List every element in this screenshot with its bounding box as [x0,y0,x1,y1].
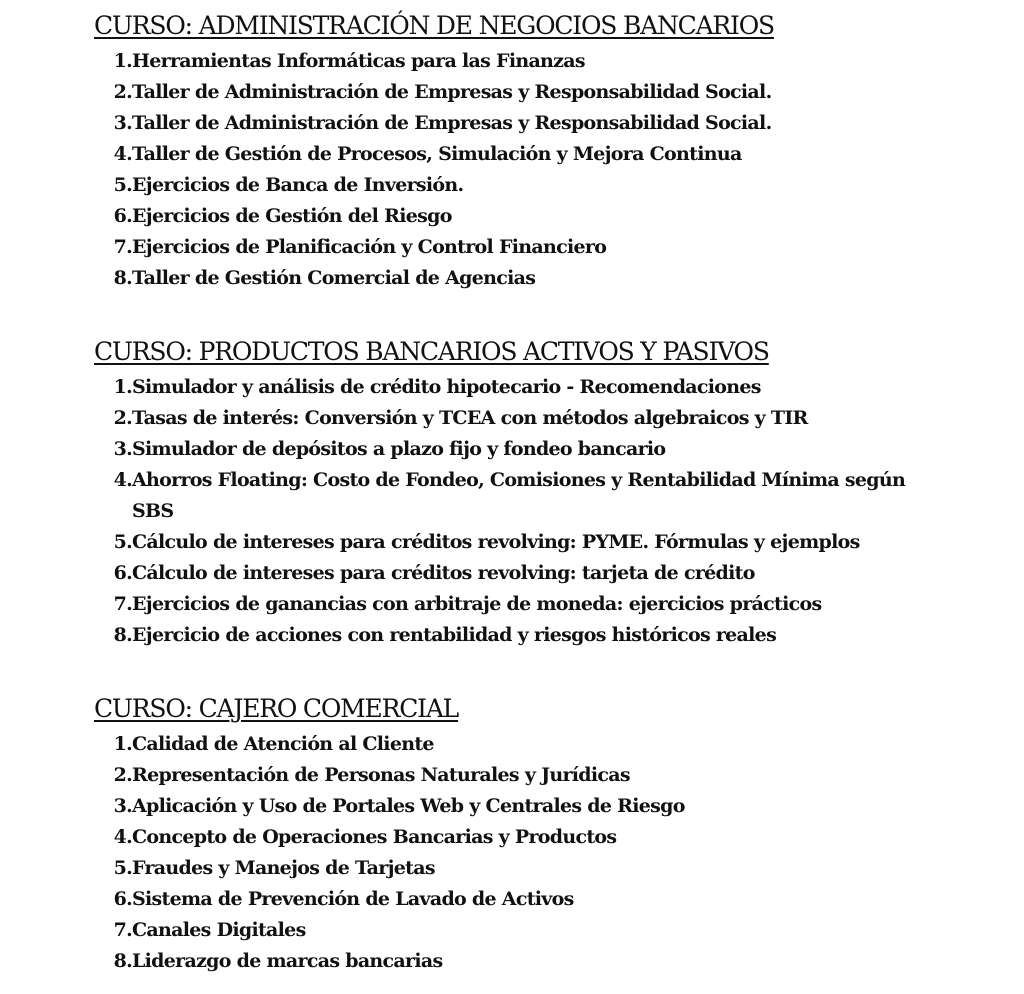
item-text: Ejercicios de Planificación y Control Financiero [132,236,607,258]
item-text: Taller de Administración de Empresas y Responsabilidad Social. [132,112,772,134]
item-text: Ejercicio de acciones con rentabilidad y riesgos históricos reales [132,624,777,646]
item-number: 3. [113,112,132,134]
item-text: Simulador y análisis de crédito hipotecario - Recomendaciones [132,376,761,398]
item-text: Sistema de Prevención de Lavado de Activos [132,888,574,910]
item-number: 3. [113,438,132,460]
course-title: CURSO: ADMINISTRACIÓN DE NEGOCIOS BANCARIOS [94,11,774,40]
item-text: Ahorros Floating: Costo de Fondeo, Comisiones y Rentabilidad Mínima según SBS [132,469,906,522]
item-number: 8. [113,950,132,972]
item-text: Representación de Personas Naturales y Jurídicas [132,764,630,786]
course-item-list [94,729,994,977]
item-text: Taller de Gestión Comercial de Agencias [132,267,536,289]
item-text: Ejercicios de ganancias con arbitraje de moneda: ejercicios prácticos [132,593,822,615]
list-item [94,729,994,760]
list-item [94,946,994,977]
course-section-productos-bancarios [94,334,994,651]
course-section-cajero-comercial [94,691,994,977]
course-item-list [94,372,994,651]
list-item [94,589,994,620]
list-item [94,263,994,294]
item-number: 2. [113,81,132,103]
list-item [94,170,994,201]
item-number: 7. [113,919,132,941]
list-item [94,915,994,946]
list-item [94,201,994,232]
item-text: Ejercicios de Banca de Inversión. [132,174,464,196]
item-number: 1. [113,50,132,72]
list-item [94,108,994,139]
item-text: Taller de Gestión de Procesos, Simulación y Mejora Continua [132,143,742,165]
list-item [94,527,994,558]
item-text: Herramientas Informáticas para las Finanzas [132,50,585,72]
course-title: CURSO: PRODUCTOS BANCARIOS ACTIVOS Y PASIVOS [94,337,769,366]
item-number: 6. [113,562,132,584]
course-title: CURSO: CAJERO COMERCIAL [94,694,459,723]
list-item [94,822,994,853]
item-number: 5. [113,531,132,553]
item-number: 5. [113,174,132,196]
item-text: Cálculo de intereses para créditos revolving: tarjeta de crédito [132,562,755,584]
item-text: Calidad de Atención al Cliente [132,733,434,755]
list-item [94,372,994,403]
list-item [94,853,994,884]
item-number: 1. [113,376,132,398]
item-text: Simulador de depósitos a plazo fijo y fondeo bancario [132,438,666,460]
list-item [94,46,994,77]
list-item [94,760,994,791]
item-number: 6. [113,205,132,227]
list-item [94,77,994,108]
list-item [94,620,994,651]
item-number: 8. [113,624,132,646]
list-item [94,434,994,465]
item-number: 3. [113,795,132,817]
course-document [94,8,994,977]
item-number: 4. [113,143,132,165]
list-item [94,884,994,915]
item-number: 4. [113,469,132,491]
item-number: 2. [113,407,132,429]
item-text: Aplicación y Uso de Portales Web y Centrales de Riesgo [132,795,685,817]
item-number: 7. [113,236,132,258]
item-text: Canales Digitales [132,919,306,941]
item-text: Ejercicios de Gestión del Riesgo [132,205,452,227]
item-text: Concepto de Operaciones Bancarias y Productos [132,826,617,848]
list-item [94,232,994,263]
list-item [94,403,994,434]
item-text: Taller de Administración de Empresas y Responsabilidad Social. [132,81,772,103]
item-text: Fraudes y Manejos de Tarjetas [132,857,435,879]
item-text: Tasas de interés: Conversión y TCEA con métodos algebraicos y TIR [132,407,808,429]
item-number: 6. [113,888,132,910]
item-number: 7. [113,593,132,615]
list-item [94,791,994,822]
item-number: 2. [113,764,132,786]
course-item-list [94,46,994,294]
item-number: 8. [113,267,132,289]
list-item [94,139,994,170]
item-text: Liderazgo de marcas bancarias [132,950,443,972]
list-item [94,558,994,589]
course-section-negocios-bancarios [94,8,994,294]
list-item [94,465,994,527]
item-number: 4. [113,826,132,848]
item-number: 5. [113,857,132,879]
item-number: 1. [113,733,132,755]
item-text: Cálculo de intereses para créditos revolving: PYME. Fórmulas y ejemplos [132,531,860,553]
